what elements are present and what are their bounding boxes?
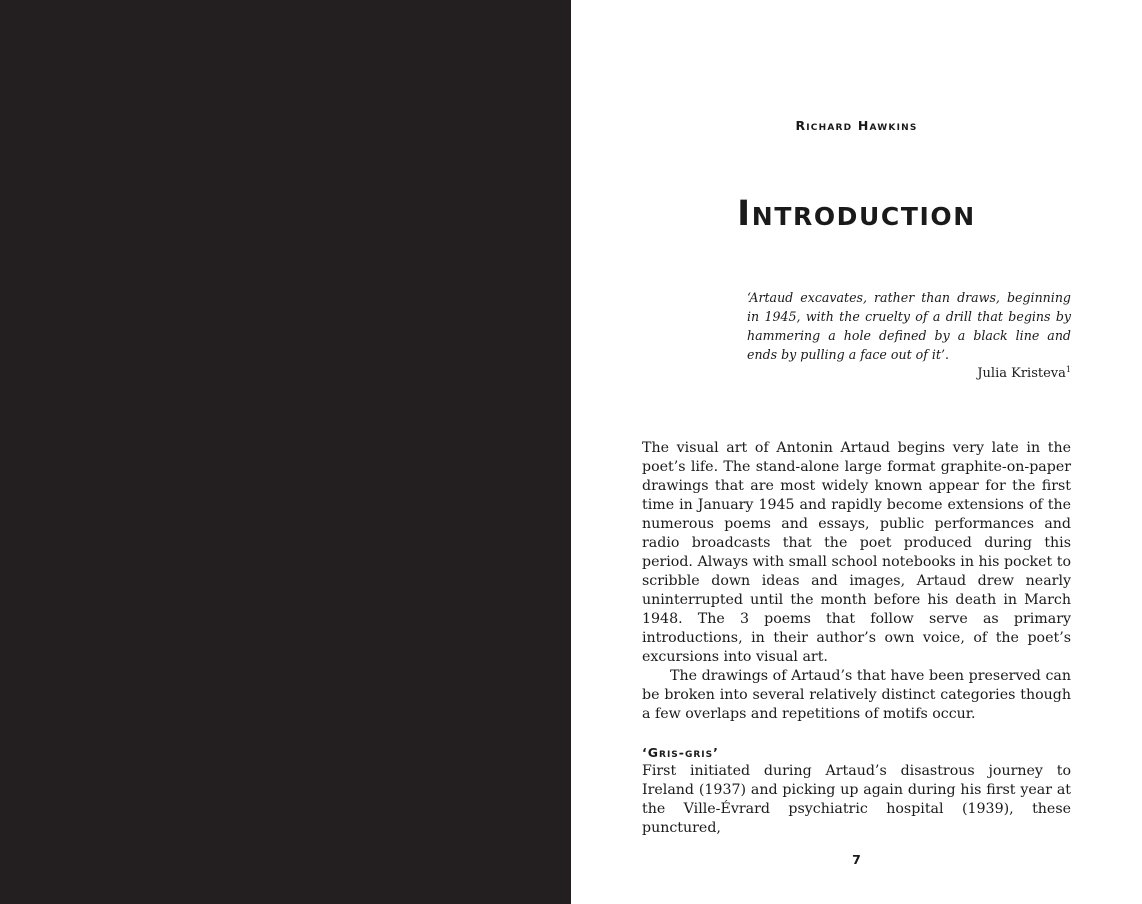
epigraph-attribution <box>747 364 1071 383</box>
running-author: Richard Hawkins <box>795 118 918 133</box>
body-paragraph-1: The visual art of Antonin Artaud begins very late in the poet’s life. The stand-alone large format graphite-on-paper drawings that are most widely known appear for the first time in January 1945 and rapidly become extensions of the numerous poems and essays, public performances and radio broadcasts that the poet produced during this period. Always with small school notebooks in his pocket to scribble down ideas and images, Artaud drew nearly uninterrupted until the month before his death in March 1948. The 3 poems that follow serve as primary introductions, in their author’s own voice, of the poet’s excursions into visual art. <box>642 440 1071 665</box>
epigraph-author: Julia Kristeva <box>977 366 1066 381</box>
body-paragraph-2: The drawings of Artaud’s that have been preserved can be broken into several relatively distinct categories though a few overlaps and repetitions of motifs occur. <box>642 668 1071 722</box>
chapter-title: Introduction <box>737 194 976 234</box>
footnote-mark: 1 <box>1065 365 1071 374</box>
page-number: 7 <box>852 852 861 867</box>
section-paragraph: First initiated during Artaud’s disastrous journey to Ireland (1937) and picking up again during his first year at the Ville-Évrard psychiatric hospital (1939), these punctured, <box>642 763 1071 836</box>
right-page <box>571 0 1142 904</box>
section-heading: ‘Gris-gris’ <box>642 745 719 760</box>
epigraph-quote: ‘Artaud excavates, rather than draws, beginning in 1945, with the cruelty of a drill that begins by hammering a hole defined by a black line and ends by pulling a face out of it’. <box>747 290 1071 362</box>
body-text <box>642 439 1071 838</box>
